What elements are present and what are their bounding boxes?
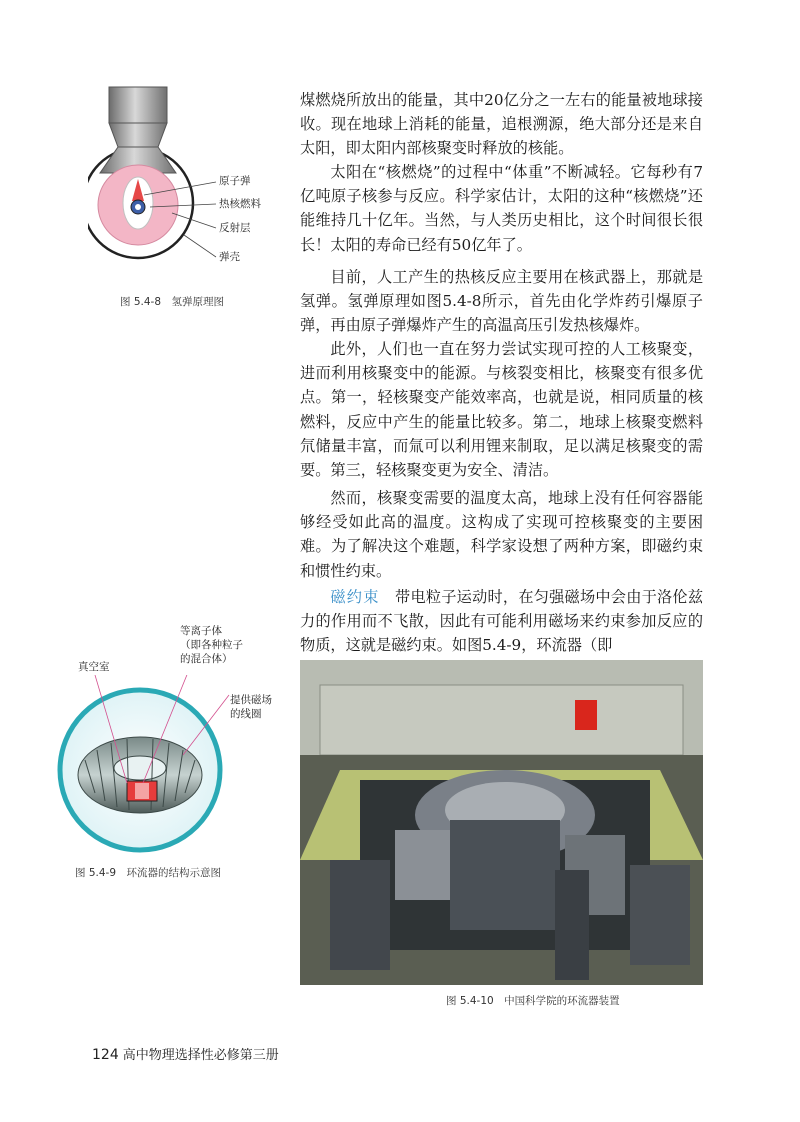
tokamak-diagram bbox=[55, 675, 295, 855]
label-plasma-line-2: （即各种粒子 bbox=[180, 639, 243, 651]
page-number: 124 bbox=[92, 1047, 119, 1063]
figure-caption-5-4-9: 图 5.4-9 环流器的结构示意图 bbox=[75, 867, 222, 879]
book-title: 高中物理选择性必修第三册 bbox=[122, 1048, 279, 1063]
label-thermonuclear-fuel: 热核燃料 bbox=[219, 198, 261, 210]
paragraph-magnetic bbox=[300, 585, 703, 658]
label-reflector: 反射层 bbox=[219, 222, 251, 234]
magnetic-confinement-text: 带电粒子运动时，在匀强磁场中会由于洛伦兹力的作用而不飞散，因此有可能利用磁场来约束参加反应的物质，这就是磁约束。如图5.4-9，环流器（即 bbox=[300, 588, 704, 655]
tokamak-photo bbox=[300, 660, 703, 985]
paragraph-2: 太阳在“核燃烧”的过程中“体重”不断减轻。它每秒有7亿吨原子核参与反应。科学家估计，太阳的这种“核燃烧”还能维持几十亿年。当然，与人类历史相比，这个时间很长很长！太阳的寿命已经有50亿年了。 bbox=[300, 163, 703, 254]
label-plasma bbox=[180, 624, 243, 666]
keyword-magnetic-confinement: 磁约束 bbox=[330, 588, 380, 606]
hydrogen-bomb-leader-lines bbox=[88, 85, 218, 295]
figure-caption-5-4-10: 图 5.4-10 中国科学院的环流器装置 bbox=[446, 995, 620, 1007]
label-vacuum-chamber: 真空室 bbox=[78, 661, 110, 673]
paragraph-5: 然而，核聚变需要的温度太高，地球上没有任何容器能够经受如此高的温度。这构成了实现可控核聚变的主要困难。为了解决这个难题，科学家设想了两种方案，即磁约束和惯性约束。 bbox=[300, 489, 703, 580]
figure-caption-5-4-8: 图 5.4-8 氢弹原理图 bbox=[120, 296, 225, 308]
paragraph-4: 此外，人们也一直在努力尝试实现可控的人工核聚变，进而利用核聚变中的能源。与核裂变相比，核聚变有很多优点。第一，轻核聚变产能效率高，也就是说，相同质量的核燃料，反应中产生的能量比较多。第二，地球上核聚变燃料氘储量丰富，而氚可以利用锂来制取，足以满足核聚变的需要。第三，轻核聚变更为安全、清洁。 bbox=[300, 340, 703, 480]
label-plasma-line-1: 等离子体 bbox=[180, 625, 222, 637]
label-plasma-line-3: 的混合体） bbox=[180, 653, 233, 665]
label-atomic-bomb: 原子弹 bbox=[219, 175, 251, 187]
label-coil-line-1: 提供磁场 bbox=[230, 694, 272, 706]
label-coil-line-2: 的线圈 bbox=[230, 708, 262, 720]
page-footer bbox=[92, 1044, 279, 1063]
magnetic-text bbox=[380, 588, 395, 606]
paragraph-1: 煤燃烧所放出的能量，其中20亿分之一左右的能量被地球接收。现在地球上消耗的能量，追根溯源，绝大部分还是来自太阳，即太阳内部核聚变时释放的核能。 bbox=[300, 91, 703, 158]
label-shell: 弹壳 bbox=[219, 251, 240, 263]
paragraph-3: 目前，人工产生的热核反应主要用在核武器上，那就是氢弹。氢弹原理如图5.4-8所示，首先由化学炸药引爆原子弹，再由原子弹爆炸产生的高温高压引发热核爆炸。 bbox=[300, 268, 703, 335]
